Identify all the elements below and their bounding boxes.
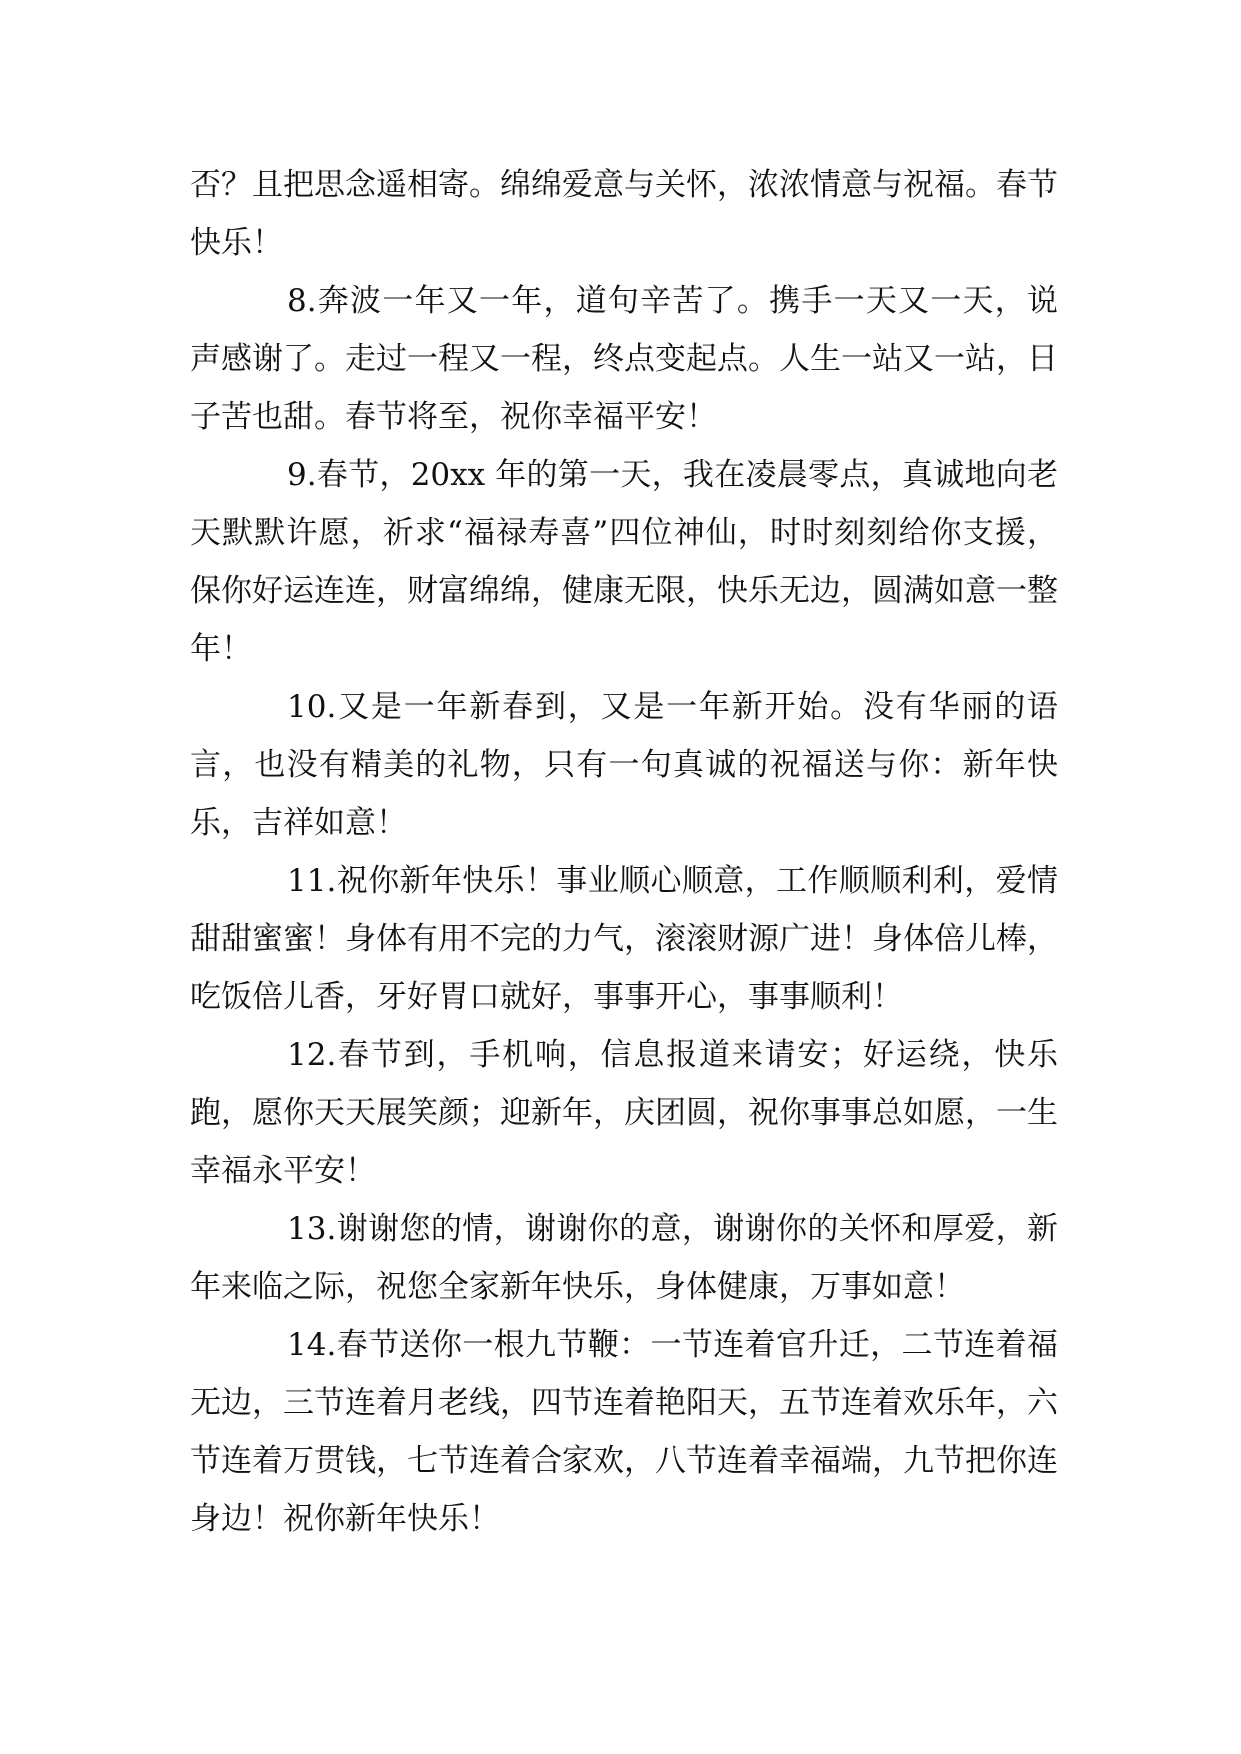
paragraph-number: 11.	[287, 863, 337, 899]
paragraph-text: 祝你新年快乐！事业顺心顺意，工作顺顺利利，爱情甜甜蜜蜜！身体有用不完的力气，滚滚财源广进！身体倍儿棒，吃饭倍儿香，牙好胃口就好，事事开心，事事顺利！	[190, 863, 1058, 1015]
paragraph-10	[190, 678, 1058, 852]
paragraph-number: 12.	[287, 1037, 337, 1073]
paragraph-12	[190, 1026, 1058, 1200]
paragraph-number: 9.	[287, 457, 317, 493]
paragraph-text: 春节，20xx 年的第一天，我在凌晨零点，真诚地向老天默默许愿，祈求“福禄寿喜”四位神仙，时时刻刻给你支援，保你好运连连，财富绵绵，健康无限，快乐无边，圆满如意一整年！	[190, 457, 1058, 667]
paragraph-number: 14.	[287, 1327, 337, 1363]
paragraph-number: 8.	[287, 283, 317, 319]
paragraph-14	[190, 1316, 1058, 1548]
paragraph-number: 10.	[287, 689, 337, 725]
paragraph-text: 春节送你一根九节鞭：一节连着官升迁，二节连着福无边，三节连着月老线，四节连着艳阳天，五节连着欢乐年，六节连着万贯钱，七节连着合家欢，八节连着幸福端，九节把你连身边！祝你新年快乐！	[190, 1327, 1058, 1537]
paragraph-text: 谢谢您的情，谢谢你的意，谢谢你的关怀和厚爱，新年来临之际，祝您全家新年快乐，身体健康，万事如意！	[190, 1211, 1058, 1305]
paragraph-text: 又是一年新春到，又是一年新开始。没有华丽的语言，也没有精美的礼物，只有一句真诚的祝福送与你：新年快乐，吉祥如意！	[190, 689, 1058, 841]
paragraph-9	[190, 446, 1058, 678]
paragraph-number: 13.	[287, 1211, 337, 1247]
document-body	[190, 156, 1058, 1548]
paragraph-11	[190, 852, 1058, 1026]
continuation-paragraph	[190, 156, 1058, 272]
paragraph-text: 春节到，手机响，信息报道来请安；好运绕，快乐跑，愿你天天展笑颜；迎新年，庆团圆，祝你事事总如愿，一生幸福永平安！	[190, 1037, 1058, 1189]
paragraph-text: 否？且把思念遥相寄。绵绵爱意与关怀，浓浓情意与祝福。春节快乐！	[190, 167, 1058, 261]
paragraph-13	[190, 1200, 1058, 1316]
paragraph-8	[190, 272, 1058, 446]
paragraph-text: 奔波一年又一年，道句辛苦了。携手一天又一天，说声感谢了。走过一程又一程，终点变起点。人生一站又一站，日子苦也甜。春节将至，祝你幸福平安！	[190, 283, 1058, 435]
